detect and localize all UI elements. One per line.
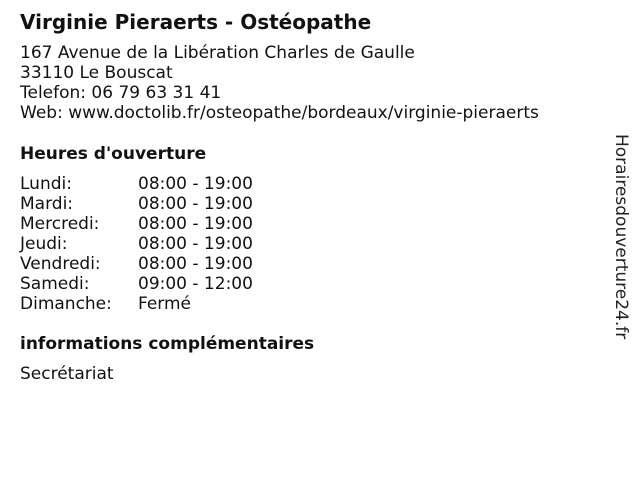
time-range: Fermé <box>138 294 192 314</box>
hours-row-wednesday <box>20 214 253 234</box>
day-label: Mardi: <box>20 194 74 214</box>
extra-info-text: Secrétariat <box>20 364 114 384</box>
contact-info <box>20 43 539 123</box>
hours-row-friday <box>20 254 253 274</box>
phone-number: Telefon: 06 79 63 31 41 <box>20 83 222 103</box>
time-range: 08:00 - 19:00 <box>138 174 253 194</box>
day-label: Mercredi: <box>20 214 100 234</box>
day-label: Samedi: <box>20 274 90 294</box>
site-watermark: Horairesdouverture24.fr <box>611 134 631 340</box>
time-range: 08:00 - 19:00 <box>138 214 253 234</box>
opening-hours-list <box>20 174 253 314</box>
day-label: Vendredi: <box>20 254 101 274</box>
hours-row-monday <box>20 174 253 194</box>
hours-heading: Heures d'ouverture <box>20 144 207 164</box>
address-line-2: 33110 Le Bouscat <box>20 63 173 83</box>
time-range: 08:00 - 19:00 <box>138 194 253 214</box>
address-line-1: 167 Avenue de la Libération Charles de Gaulle <box>20 43 415 63</box>
hours-row-saturday <box>20 274 253 294</box>
hours-row-thursday <box>20 234 253 254</box>
time-range: 08:00 - 19:00 <box>138 254 253 274</box>
hours-row-tuesday <box>20 194 253 214</box>
page-title: Virginie Pieraerts - Ostéopathe <box>20 10 372 34</box>
day-label: Lundi: <box>20 174 72 194</box>
day-label: Jeudi: <box>20 234 68 254</box>
hours-row-sunday <box>20 294 253 314</box>
extra-info-heading: informations complémentaires <box>20 334 315 354</box>
time-range: 08:00 - 19:00 <box>138 234 253 254</box>
day-label: Dimanche: <box>20 294 112 314</box>
time-range: 09:00 - 12:00 <box>138 274 253 294</box>
website: Web: www.doctolib.fr/osteopathe/bordeaux/virginie-pieraerts <box>20 103 539 123</box>
